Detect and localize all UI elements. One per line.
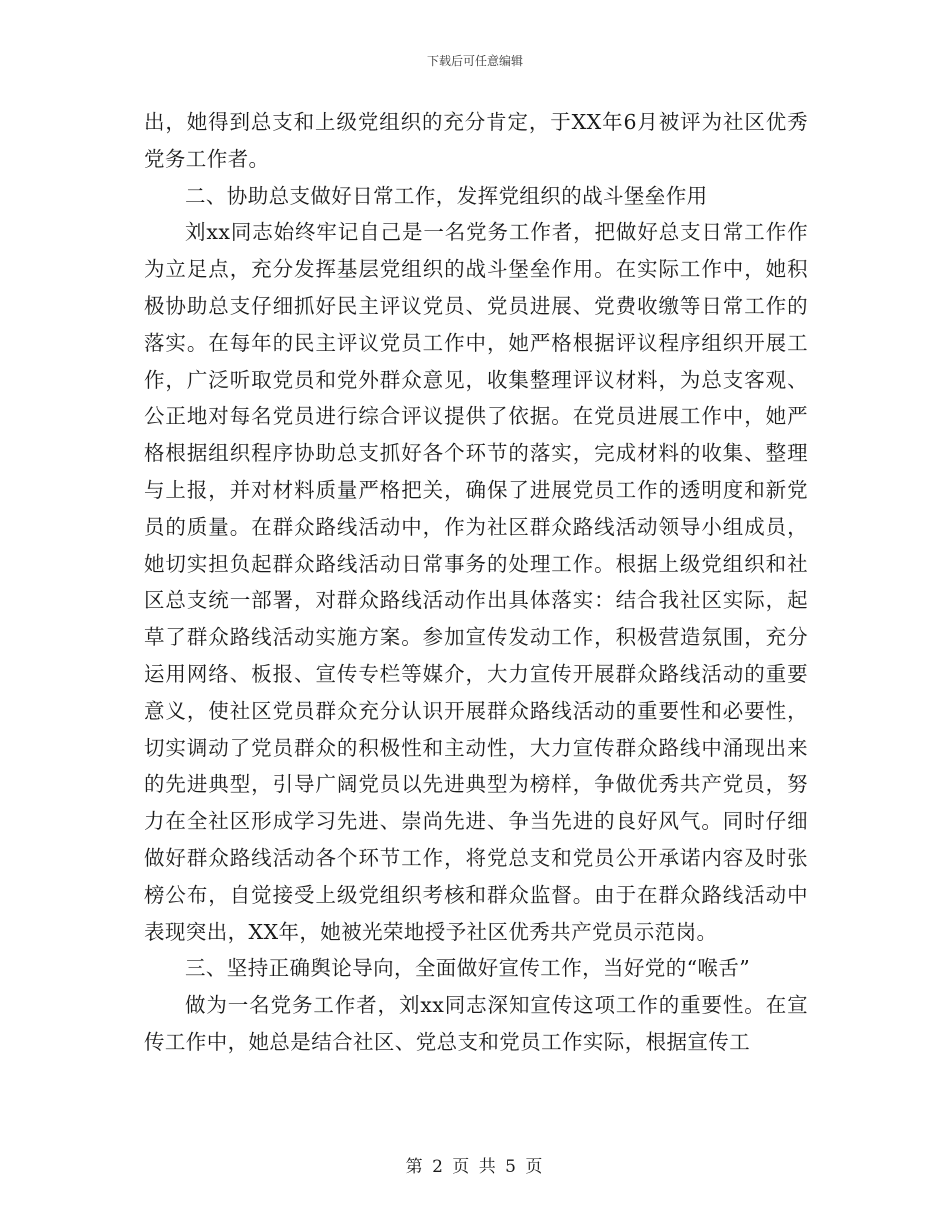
document-body [144, 104, 808, 1061]
header-note: 下载后可任意编辑 [426, 54, 523, 68]
section-heading-3: 三、坚持正确舆论导向，全面做好宣传工作，当好党的“喉舌” [185, 956, 751, 981]
page-number-footer: 第 2 页 共 5 页 [405, 1157, 545, 1177]
paragraph-section-3: 做为一名党务工作者，刘xx同志深知宣传这项工作的重要性。在宣传工作中，她总是结合社区、党总支和党员工作实际，根据宣传工 [144, 993, 808, 1054]
paragraph-continuation: 出，她得到总支和上级党组织的充分肯定，于XX年6月被评为社区优秀党务工作者。 [144, 110, 808, 171]
section-heading-2: 二、协助总支做好日常工作，发挥党组织的战斗堡垒作用 [185, 183, 708, 208]
paragraph-section-2: 刘xx同志始终牢记自己是一名党务工作者，把做好总支日常工作作为立足点，充分发挥基层党组织的战斗堡垒作用。在实际工作中，她积极协助总支仔细抓好民主评议党员、党员进展、党费收缴等日常工作的落实。在每年的民主评议党员工作中，她严格根据评议程序组织开展工作，广泛听取党员和党外群众意见，收集整理评议材料，为总支客观、公正地对每名党员进行综合评议提供了依据。在党员进展工作中，她严格根据组织程序协助总支抓好各个环节的落实，完成材料的收集、整理与上报，并对材料质量严格把关，确保了进展党员工作的透明度和新党员的质量。在群众路线活动中，作为社区群众路线活动领导小组成员，她切实担负起群众路线活动日常事务的处理工作。根据上级党组织和社区总支统一部署，对群众路线活动作出具体落实：结合我社区实际，起草了群众路线活动实施方案。参加宣传发动工作，积极营造氛围，充分运用网络、板报、宣传专栏等媒介，大力宣传开展群众路线活动的重要意义，使社区党员群众充分认识开展群众路线活动的重要性和必要性，切实调动了党员群众的积极性和主动性，大力宣传群众路线中涌现出来的先进典型，引导广阔党员以先进典型为榜样，争做优秀共产党员，努力在全社区形成学习先进、崇尚先进、争当先进的良好风气。同时仔细做好群众路线活动各个环节工作，将党总支和党员公开承诺内容及时张榜公布，自觉接受上级党组织考核和群众监督。由于在群众路线活动中表现突出，XX年，她被光荣地授予社区优秀共产党员示范岗。 [144, 220, 808, 944]
